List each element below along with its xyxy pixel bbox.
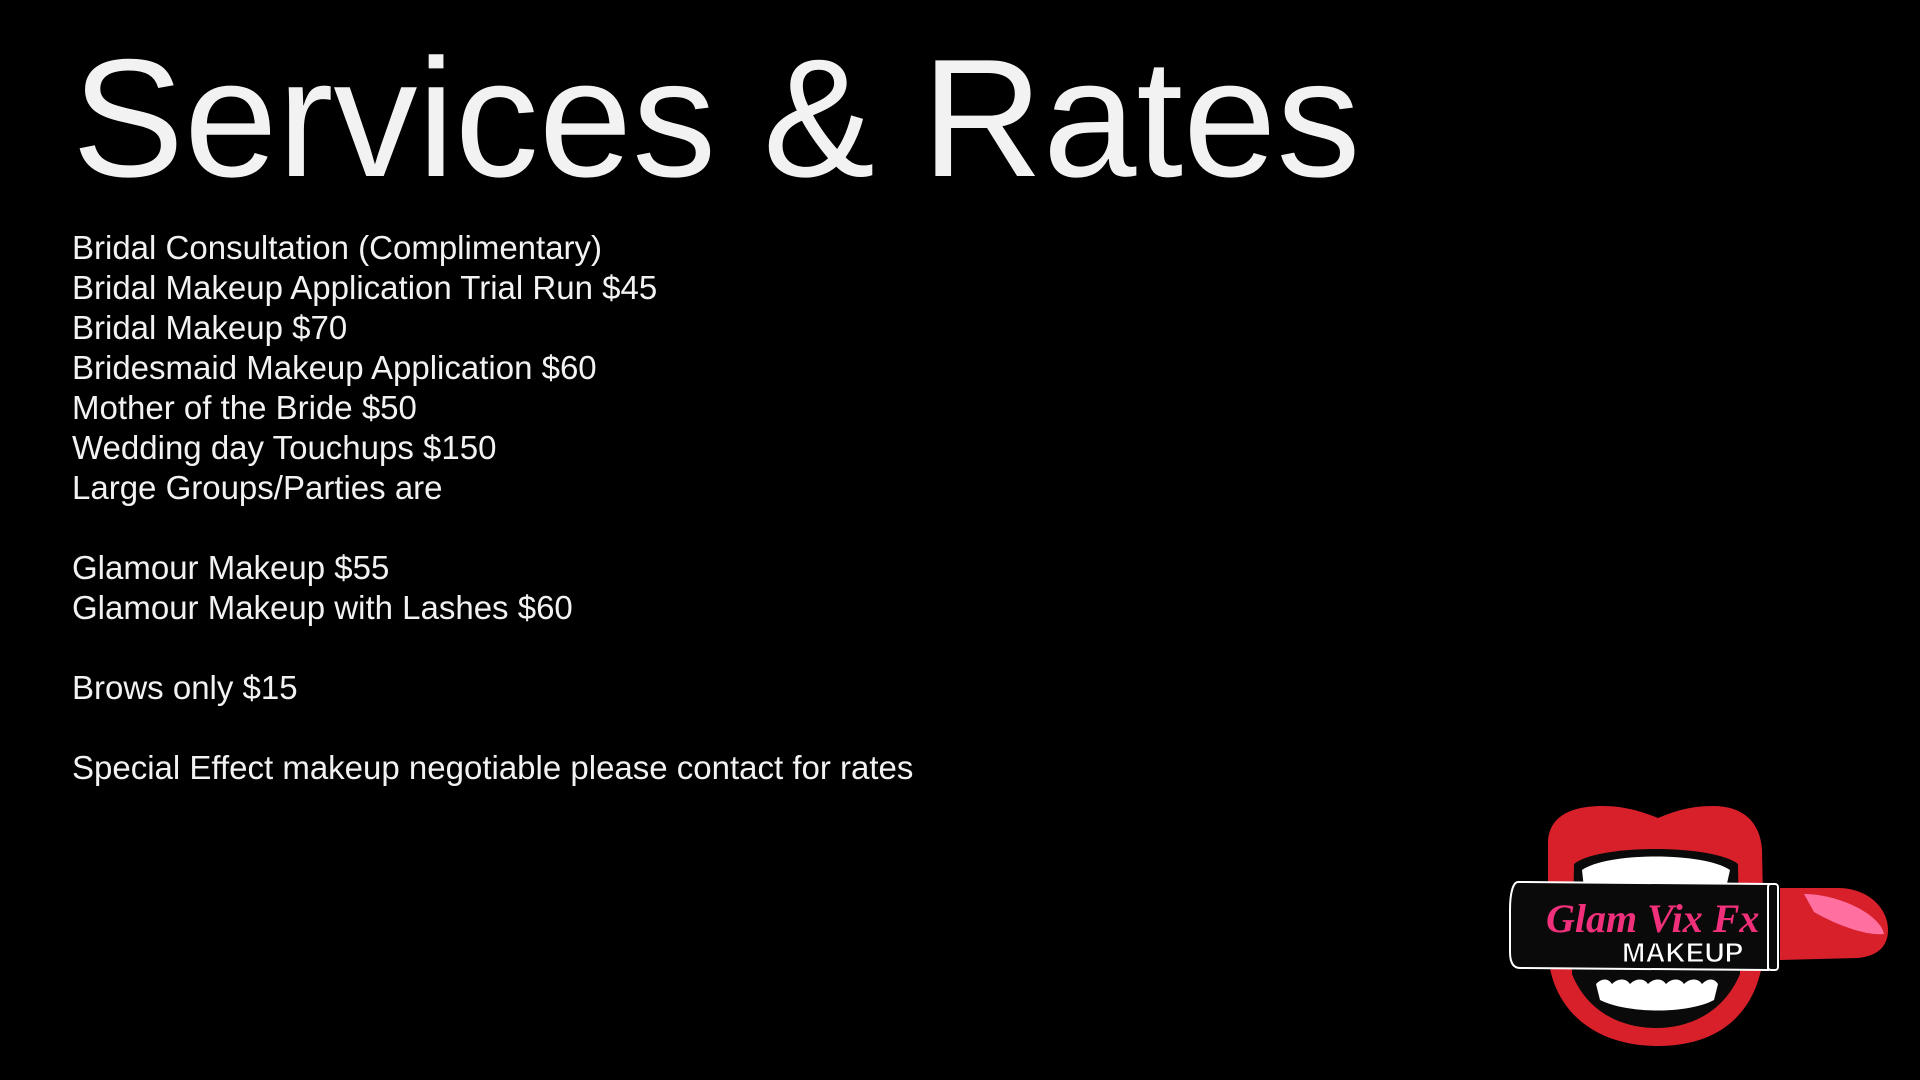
- service-line: Special Effect makeup negotiable please contact for rates: [72, 749, 914, 786]
- spacer: [72, 708, 1372, 748]
- service-line: Mother of the Bride $50: [72, 389, 417, 426]
- service-line: Bridal Makeup Application Trial Run $45: [72, 269, 658, 306]
- spacer: [72, 508, 1372, 548]
- services-list: [72, 228, 1372, 788]
- spacer: [72, 628, 1372, 668]
- brow-services-group: [72, 668, 1372, 708]
- glamour-services-group: [72, 548, 1372, 628]
- service-line: Large Groups/Parties are: [72, 469, 443, 506]
- lips-lipstick-logo-icon: [1508, 804, 1890, 1050]
- service-line: Glamour Makeup with Lashes $60: [72, 589, 573, 626]
- service-line: Wedding day Touchups $150: [72, 429, 497, 466]
- brand-name: Glam Vix Fx: [1546, 896, 1760, 941]
- service-line: Glamour Makeup $55: [72, 549, 390, 586]
- page-title: Services & Rates: [72, 24, 1361, 212]
- lipstick-ring: [1768, 884, 1778, 970]
- service-line: Bridesmaid Makeup Application $60: [72, 349, 597, 386]
- service-line: Bridal Consultation (Complimentary): [72, 229, 603, 266]
- service-line: Brows only $15: [72, 669, 298, 706]
- bridal-services-group: [72, 228, 1372, 508]
- special-effects-group: [72, 748, 1372, 788]
- brand-tagline: MAKEUP: [1622, 937, 1744, 968]
- service-line: Bridal Makeup $70: [72, 309, 348, 346]
